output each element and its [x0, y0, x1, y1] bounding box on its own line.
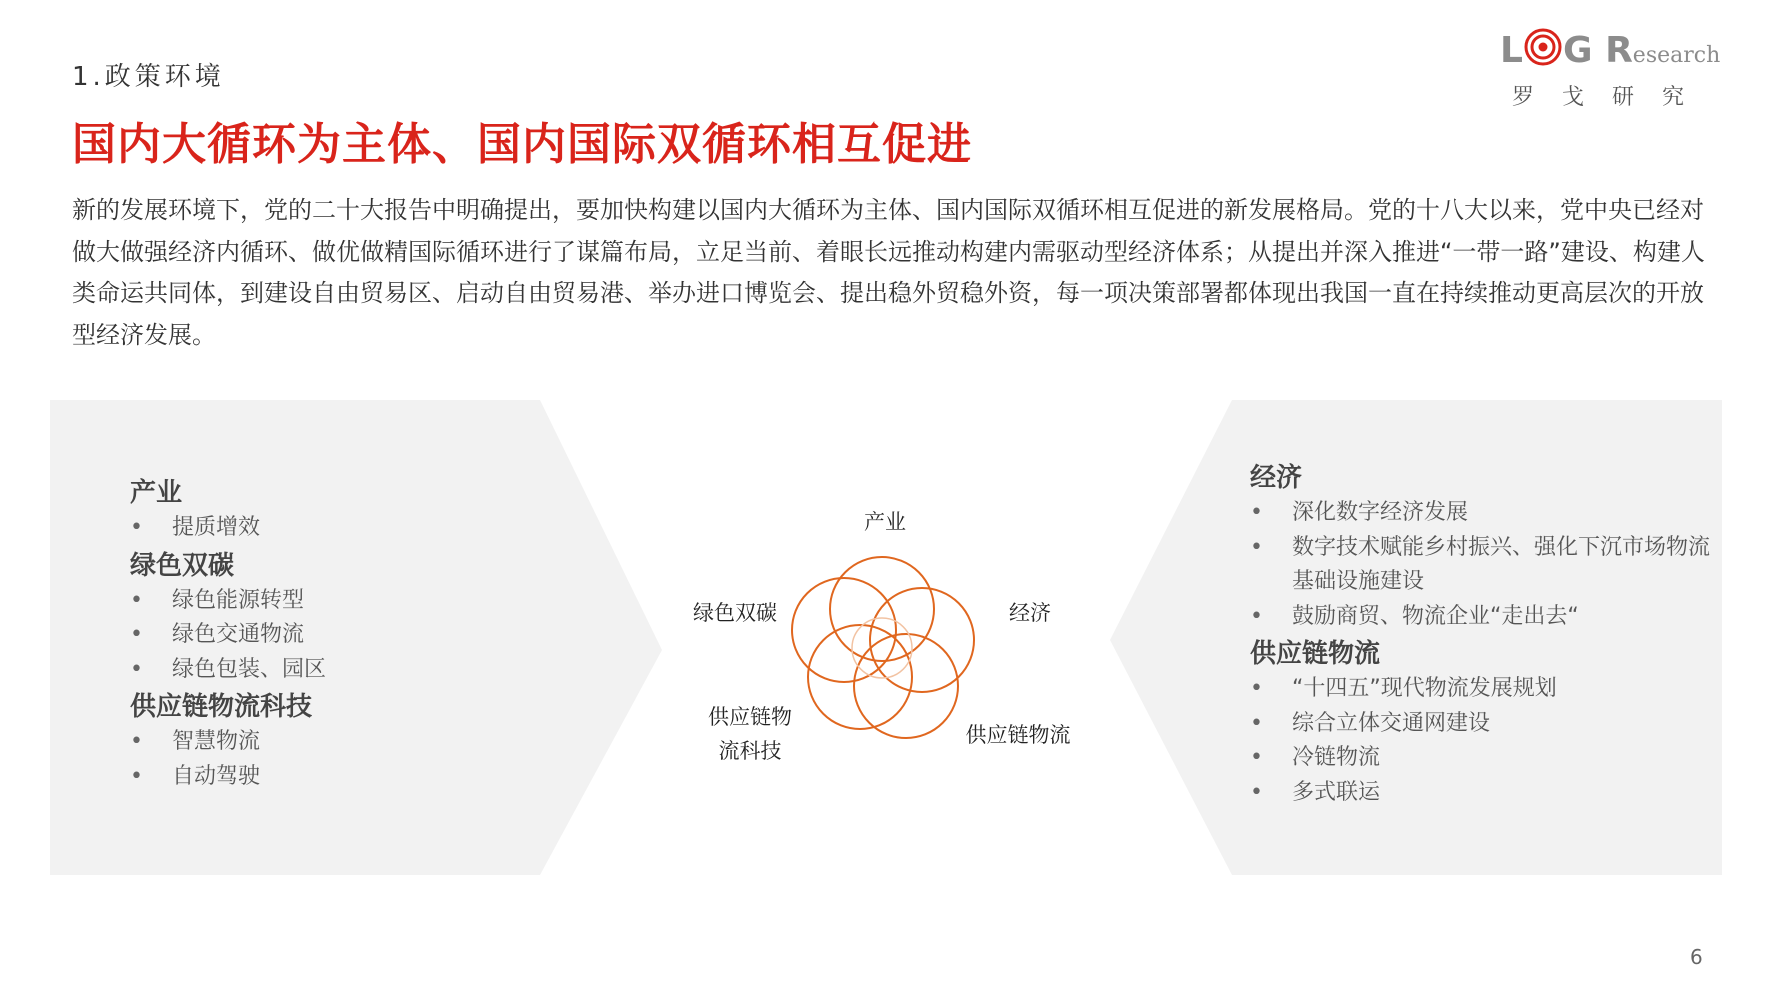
bullet: • — [130, 587, 143, 613]
list-item: • 综合立体交通网建设 — [1250, 707, 1710, 742]
bullet: • — [130, 515, 143, 540]
venn-diagram — [680, 490, 1100, 790]
list-item: • 自动驾驶 — [130, 760, 430, 795]
left-heading-industry: 产业 — [130, 478, 183, 508]
left-heading-green: 绿色双碳 — [130, 550, 235, 581]
bullet: • — [1250, 779, 1263, 805]
page-title: 国内大循环为主体、国内国际双循环相互促进 — [72, 119, 972, 170]
bullet: • — [1250, 534, 1263, 560]
right-panel-list — [1250, 460, 1710, 810]
logo-small-text: esearch — [1632, 43, 1721, 68]
logo-letter-r: R — [1605, 30, 1633, 71]
bullet: • — [1250, 710, 1263, 736]
logo-chinese: 罗戈研究 — [1512, 85, 1713, 110]
venn-label-industry: 产业 — [864, 510, 906, 534]
right-heading-economy: 经济 — [1250, 463, 1303, 493]
list-item: • 绿色交通物流 — [130, 618, 430, 653]
venn-label-economy: 经济 — [1009, 601, 1051, 625]
bullet: • — [130, 656, 143, 682]
logo-letter-g: G — [1562, 30, 1593, 71]
bullet: • — [130, 763, 143, 789]
left-panel-list — [130, 475, 430, 794]
venn-label-green: 绿色双碳 — [693, 601, 777, 625]
bullet: • — [130, 729, 143, 754]
list-item: • 数字技术赋能乡村振兴、强化下沉市场物流基础设施建设 — [1250, 531, 1710, 600]
list-item: • 鼓励商贸、物流企业“走出去“ — [1250, 600, 1710, 635]
list-item: • 智慧物流 — [130, 725, 430, 760]
list-item: • 绿色能源转型 — [130, 584, 430, 619]
list-item: • “十四五”现代物流发展规划 — [1250, 672, 1710, 707]
venn-label-supply: 供应链物流 — [965, 723, 1071, 747]
bullet: • — [1250, 676, 1263, 701]
venn-circle-right — [870, 588, 974, 692]
left-heading-tech: 供应链物流科技 — [130, 692, 313, 722]
venn-circle-top — [830, 557, 934, 661]
venn-label-supply-tech: 供应链物 流科技 — [708, 705, 792, 763]
bullet: • — [130, 622, 143, 647]
bullet: • — [1250, 745, 1263, 770]
list-item: • 冷链物流 — [1250, 741, 1710, 776]
bullet: • — [1250, 500, 1263, 525]
list-item: • 绿色包装、园区 — [130, 653, 430, 688]
list-item: • 提质增效 — [130, 511, 430, 546]
bullet: • — [1250, 603, 1263, 629]
list-item: • 多式联运 — [1250, 776, 1710, 811]
logo-letter-l: L — [1500, 30, 1523, 71]
page-number: 6 — [1690, 945, 1703, 969]
intro-paragraph: 新的发展环境下，党的二十大报告中明确提出，要加快构建以国内大循环为主体、国内国际双循环相互促进的新发展格局。党的十八大以来，党中央已经对做大做强经济内循环、做优做精国际循环进行了谋篇布局，立足当前、着眼长远推动构建内需驱动型经济体系；从提出并深入推进“一带一路”建设、构建人类命运共同体，到建设自由贸易区、启动自由贸易港、举办进口博览会、提出稳外贸稳外资，每一项决策部署都体现出我国一直在持续推动更高层次的开放型经济发展。 — [72, 196, 1705, 349]
venn-circle-bottom-right — [854, 634, 958, 738]
right-heading-supply-chain: 供应链物流 — [1250, 639, 1381, 669]
list-item: • 深化数字经济发展 — [1250, 496, 1710, 531]
section-label: 1.政策环境 — [72, 62, 225, 92]
